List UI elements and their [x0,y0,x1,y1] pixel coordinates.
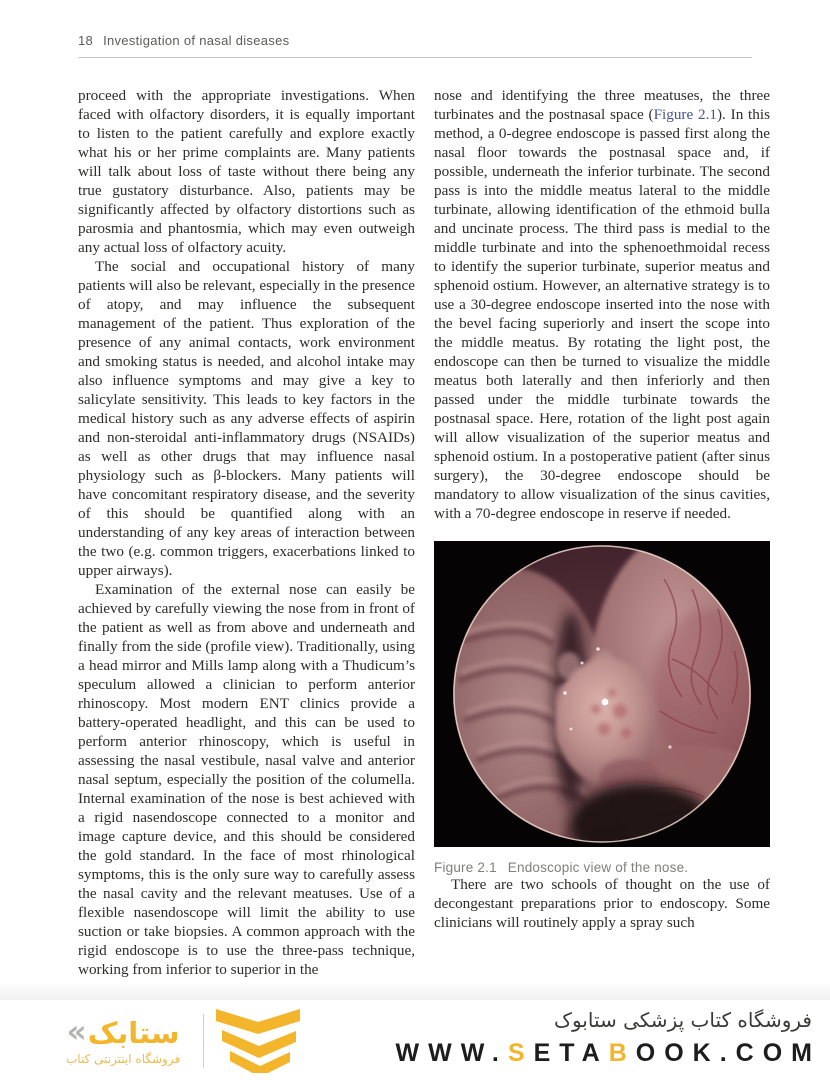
logo-wordmark: ستابک [87,1015,180,1050]
figure-2-1 [434,541,770,875]
running-head [78,33,752,48]
url-segment: OOK.COM [635,1039,821,1067]
left-column [78,86,415,979]
body-paragraph [434,86,770,523]
logo-chevron-icon: « [66,1013,87,1050]
paragraph-text: nose and identifying the three meatuses, the three turbinates and the postnasal space ( [434,87,770,123]
setabook-logo [66,1009,302,1073]
header-rule [78,57,752,58]
figure-caption [434,860,770,875]
logo-wordmark-block [66,1013,181,1066]
url-segment: ETA [533,1039,609,1067]
url-segment: WWW. [395,1039,508,1067]
page-number: 18 [78,33,94,48]
page-content [78,86,770,1000]
body-paragraph: proceed with the appropriate investigations. When faced with olfactory disorders, it is equally important to listen to the patient carefully and explore exactly what his or her prime complaints are. Many patients will talk about loss of taste without there being any true gustatory disturbance. Also, patients may be significantly affected by olfactory distortions such as parosmia and phantosmia, which may even outweigh any actual loss of olfactory acuity. [78,87,415,256]
figure-caption-label: Figure 2.1 [434,860,497,875]
body-paragraph: The social and occupational history of many patients will also be relevant, especially in the presence of atopy, and may influence the subsequent management of the patient. Thus exploration of the presence of any animal contacts, work environment and smoking status is needed, and alcohol intake may also influence symptoms and may give a key to salicylate sensitivity. This leads to key factors in the medical history such as any adverse effects of aspirin and non-steroidal anti-inflammatory drugs (NSAIDs) as well as other drugs that may influence nasal physiology such as β-blockers. Many patients will have concomitant respiratory disease, and the severity of this should be quantified along with an understanding of any key areas of interaction between the two (e.g. common triggers, exacerbations linked to upper airways). [78,258,415,579]
site-url [396,1039,821,1068]
url-segment-accent: B [608,1039,636,1067]
right-column [434,86,770,932]
url-segment-accent: S [507,1039,534,1067]
book-chevron-icon [214,1009,302,1073]
figure-caption-text: Endoscopic view of the nose. [507,860,689,875]
store-name-farsi: فروشگاه کتاب پزشکی ستابوک [554,1008,812,1032]
body-paragraph: There are two schools of thought on the use of decongestant preparations prior to endoscopy. Some clinicians will routinely apply a spray such [434,876,770,931]
chapter-title: Investigation of nasal diseases [103,33,290,48]
endoscopic-photo [434,541,770,847]
logo-tagline: فروشگاه اینترنتی کتاب [66,1051,181,1066]
watermark-footer [0,1000,830,1080]
figure-2-1-link[interactable]: Figure 2.1 [653,106,717,123]
paragraph-text: ). In this method, a 0-degree endoscope is passed first along the nasal floor towards the postnasal space and, if possible, underneath the inferior turbinate. The second pass is into the middle meatus lateral to the middle turbinate, allowing identification of the ethmoid bulla and uncinate process. The third pass is medial to the middle turbinate and into the sphenoethmoidal recess to identify the superior turbinate, superior meatus and sphenoid ostium. However, an alternative strategy is to use a 30-degree endoscope inserted into the nose with the bevel facing superiorly and insert the scope into the middle meatus. By rotating the light post, the endoscope can then be turned to visualize the middle meatus both laterally and then inferiorly and then passed under the middle turbinate towards the postnasal space. Here, rotation of the light post again will allow visualization of the superior meatus and sphenoid ostium. In a postoperative patient (after sinus surgery), the 30-degree endoscope should be mandatory to allow visualization of the sinus cavities, with a 70-degree endoscope in reserve if needed. [434,106,770,522]
footer-store-info [395,1007,821,1068]
body-paragraph: Examination of the external nose can easily be achieved by carefully viewing the nose from in front of the patient as well as from above and underneath and finally from the side (profile view). Traditionally, using a head mirror and Mills lamp along with a Thudicum’s speculum allowed a clinician to perform anterior rhinoscopy. Most modern ENT clinics provide a battery-operated headlight, and this can be used to perform anterior rhinoscopy, which is useful in assessing the nasal vestibule, nasal valve and anterior nasal septum, especially the position of the columella. Internal examination of the nose is best achieved with a rigid nasendoscope connected to a monitor and image capture device, and this should be considered the gold standard. In the face of most rhinological symptoms, this is the only sure way to carefully assess the nasal cavity and the relevant meatuses. Use of a flexible nasendoscope will limit the ability to use suction or take biopsies. A common approach with the rigid endoscope is to use the three-pass technique, working from inferior to superior in the [78,581,415,978]
logo-divider [203,1014,204,1068]
